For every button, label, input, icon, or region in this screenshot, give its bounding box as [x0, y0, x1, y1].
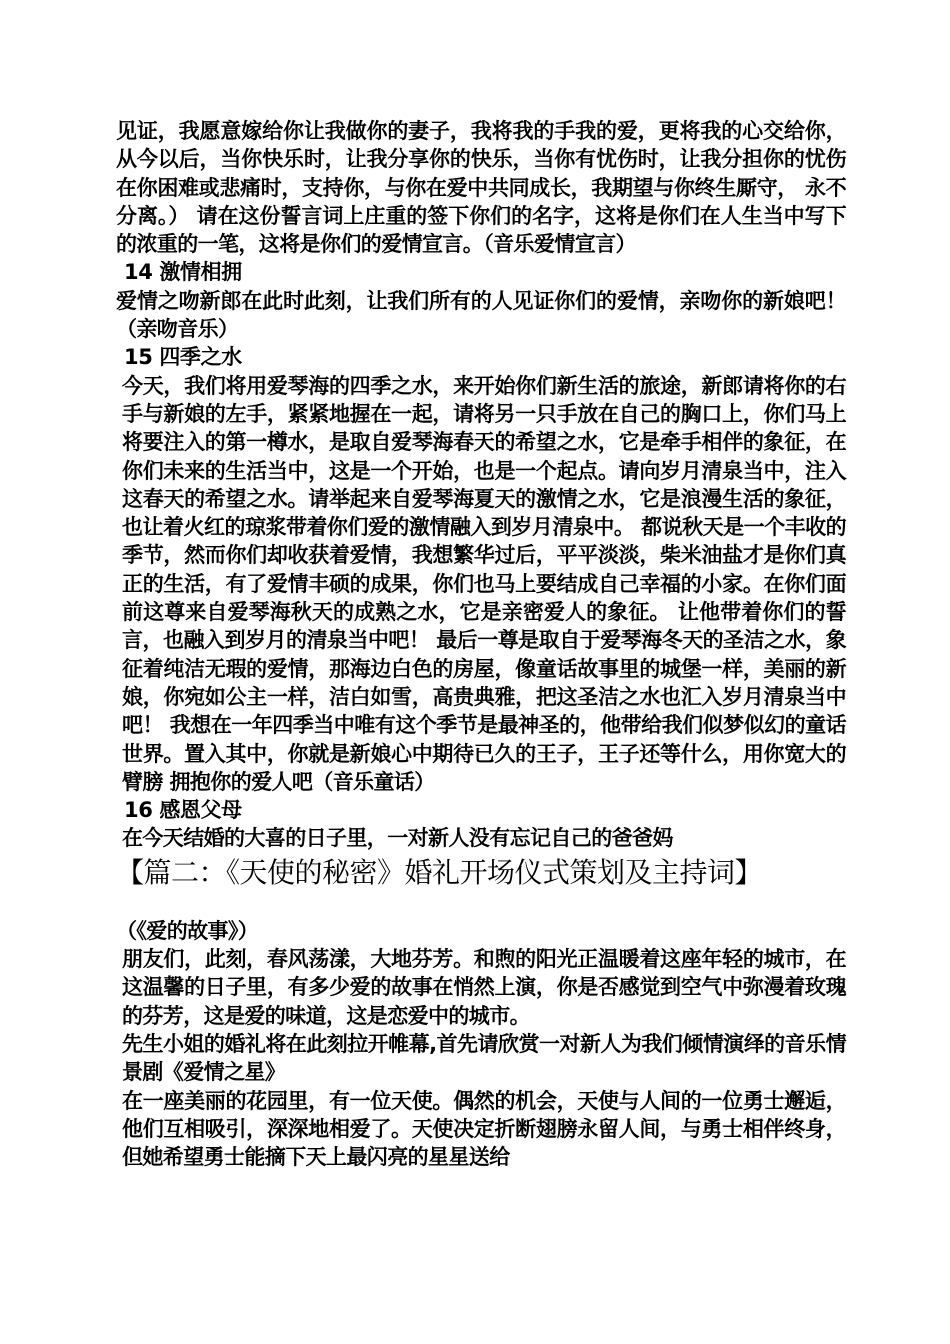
story-paragraph-2: 先生小姐的婚礼将在此刻拉开帷幕,首先请欣赏一对新人为我们倾情演绎的音乐情景剧《爱情之星》	[122, 1031, 846, 1085]
four-seasons-paragraph: 今天，我们将用爱琴海的四季之水，来开始你们新生活的旅途，新郎请将你的右手与新娘的左手，紧紧地握在一起，请将另一只手放在自己的胸口上，你们马上将要注入的第一樽水，是取自爱琴海春天的希望之水，它是牵手相伴的象征，在你们未来的生活当中，这是一个开始，也是一个起点。请向岁月清泉当中，注入这春天的希望之水。请举起来自爱琴海夏天的激情之水，它是浪漫生活的象征，也让着火红的琼浆带着你们爱的激情融入到岁月清泉中。 都说秋天是一个丰收的季节，然而你们却收获着爱情，我想繁华过后，平平淡淡，柴米油盐才是你们真正的生活，有了爱情丰硕的成果，你们也马上要结成自己幸福的小家。在你们面前这尊来自爱琴海秋天的成熟之水，它是亲密爱人的象征。 让他带着你们的誓言，也融入到岁月的清泉当中吧！ 最后一尊是取自于爱琴海冬天的圣洁之水，象征着纯洁无瑕的爱情，那海边白色的房屋，像童话故事里的城堡一样，美丽的新娘，你宛如公主一样，洁白如雪，高贵典雅，把这圣洁之水也汇入岁月清泉当中吧！ 我想在一年四季当中唯有这个季节是最神圣的，他带给我们似梦似幻的童话世界。置入其中，你就是新娘心中期待已久的王子，王子还等什么，用你宽大的臂膀 拥抱你的爱人吧（音乐童话）	[122, 373, 846, 794]
heading-15: 15 四季之水	[124, 345, 242, 370]
document-body	[116, 117, 846, 1171]
story-paragraph-1: 朋友们，此刻，春风荡漾，大地芬芳。和煦的阳光正温暖着这座年轻的城市，在这温馨的日子里，有多少爱的故事在悄然上演，你是否感觉到空气中弥漫着玫瑰的芬芳，这是爱的味道，这是恋爱中的城市。	[122, 947, 846, 1028]
story-paragraph-3: 在一座美丽的花园里，有一位天使。偶然的机会，天使与人间的一位勇士邂逅，他们互相吸引，深深地相爱了。天使决定折断翅膀永留人间，与勇士相伴终身，但她希望勇士能摘下天上最闪亮的星星送给	[122, 1088, 846, 1170]
kiss-paragraph: 爱情之吻新郎在此时此刻，让我们所有的人见证你们的爱情，亲吻你的新娘吧！（亲吻音乐）	[116, 288, 846, 342]
subtitle: （《爱的故事》）	[116, 918, 259, 943]
vows-paragraph: 见证，我愿意嫁给你让我做你的妻子，我将我的手我的爱，更将我的心交给你，从今以后，当你快乐时，让我分享你的快乐，当你有忧伤时，让我分担你的忧伤 在你困难或悲痛时，支持你，与你在爱中共同成长，我期望与你终生厮守， 永不分离。） 请在这份誓言词上庄重的签下你们的名字，这将是你们在人生当中写下的浓重的一笔，这将是你们的爱情宣言。（音乐爱情宣言）	[116, 119, 846, 257]
parents-paragraph: 在今天结婚的大喜的日子里，一对新人没有忘记自己的爸爸妈	[122, 826, 673, 851]
heading-14: 14 激情相拥	[124, 260, 242, 285]
heading-16: 16 感恩父母	[124, 798, 242, 823]
section-title: 【篇二：《天使的秘密》婚礼开场仪式策划及主持词】	[116, 855, 763, 889]
